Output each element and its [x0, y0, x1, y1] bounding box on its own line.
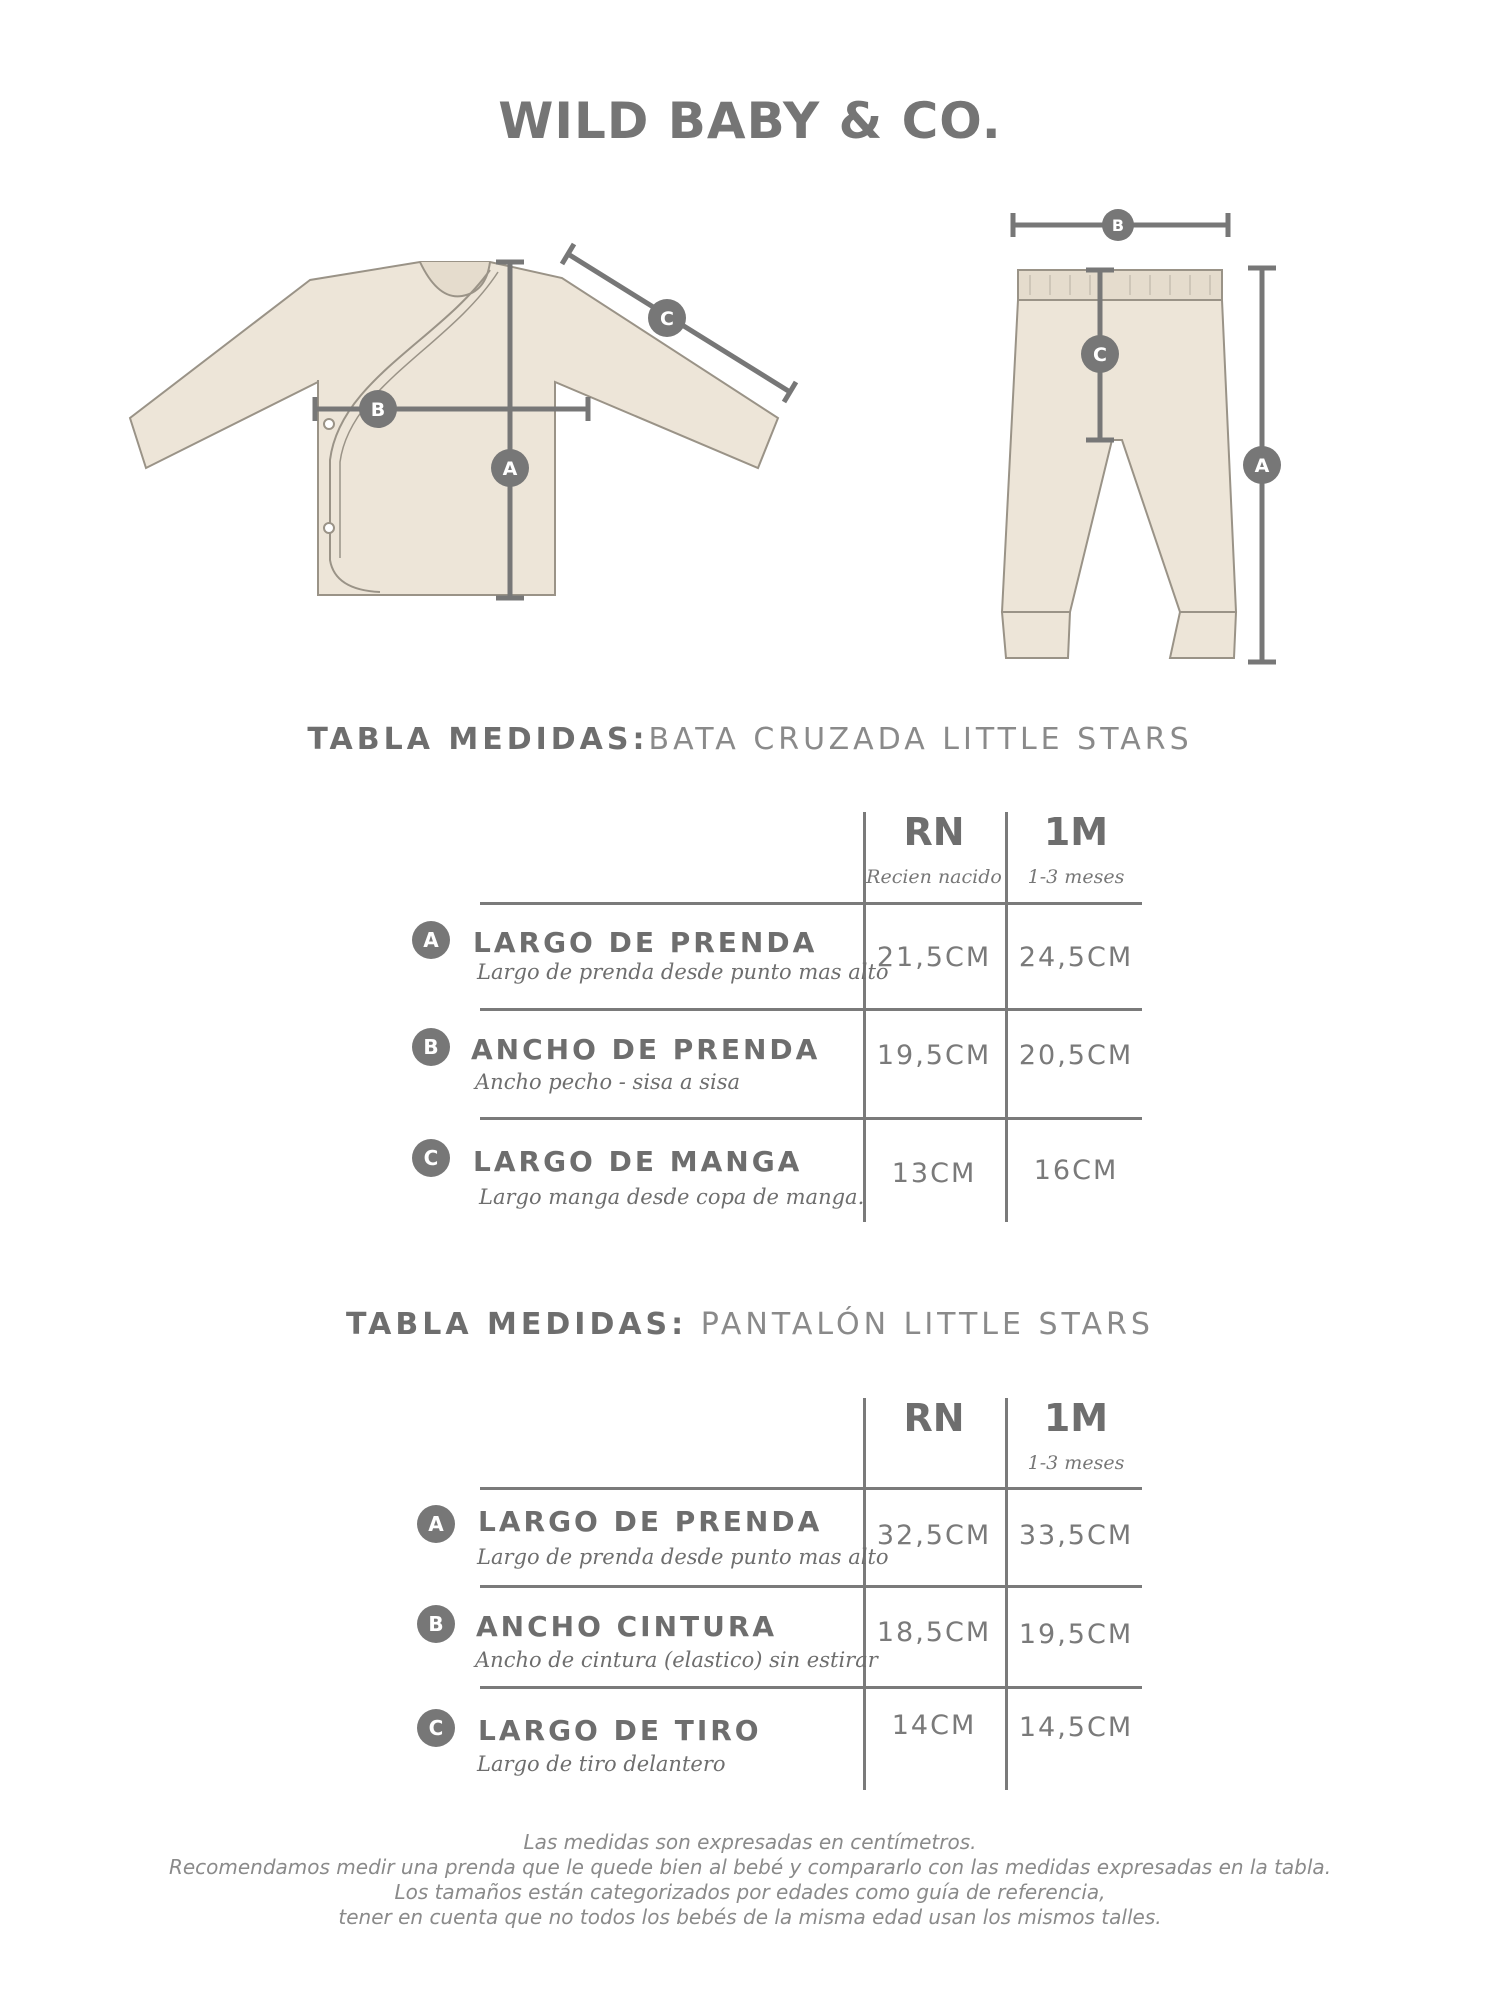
table1-row-b-rn: 19,5CM	[876, 1040, 992, 1071]
pants-letter-c: C	[1093, 344, 1107, 366]
pants-letter-b: B	[1111, 216, 1125, 235]
table2-row-a-desc: Largo de prenda desde punto mas alto	[477, 1545, 889, 1569]
table1-row-c-rn: 13CM	[891, 1158, 977, 1189]
table1-row-a-desc: Largo de prenda desde punto mas alto	[477, 960, 889, 984]
table1-row-a-rn: 21,5CM	[876, 942, 992, 973]
table2-row-a-label: LARGO DE PRENDA	[478, 1505, 823, 1538]
table1-row-b-badge: B	[412, 1028, 450, 1066]
footer-line-1: Las medidas son expresadas en centímetros.	[523, 1830, 977, 1854]
table2-row-a-1m: 33,5CM	[1018, 1520, 1134, 1551]
pants-illustration	[1002, 270, 1236, 658]
table2-row-b-1m: 19,5CM	[1018, 1619, 1134, 1650]
table1-col-1m: 1M	[1043, 810, 1109, 854]
table1-col-rn: RN	[903, 810, 965, 854]
table1-row-a-badge: A	[412, 921, 450, 959]
table2-row-c-badge: C	[417, 1709, 455, 1747]
table1-col-rn-sub: Recien nacido	[866, 866, 1002, 888]
table1-row-b-1m: 20,5CM	[1018, 1040, 1134, 1071]
table2-row-b-rn: 18,5CM	[876, 1617, 992, 1648]
table2-row-b-label: ANCHO CINTURA	[476, 1610, 778, 1643]
table2-row-c-rn: 14CM	[891, 1710, 977, 1741]
table2-row-b-desc: Ancho de cintura (elastico) sin estirar	[475, 1648, 878, 1672]
table1-col-1m-sub: 1-3 meses	[1027, 866, 1125, 888]
table2-title-bold: TABLA MEDIDAS:	[346, 1307, 688, 1342]
table1-row-c-desc: Largo manga desde copa de manga.	[479, 1185, 865, 1209]
pants-letter-a: A	[1254, 455, 1270, 477]
table2-col-rn: RN	[903, 1396, 965, 1440]
table1-title-rest: BATA CRUZADA LITTLE STARS	[648, 722, 1193, 757]
footer-notes	[0, 1830, 1500, 1930]
table2-col-1m-sub: 1-3 meses	[1027, 1452, 1125, 1474]
shirt-letter-b: B	[370, 399, 386, 421]
footer-line-2: Recomendamos medir una prenda que le quede bien al bebé y compararlo con las medidas expresadas en la tabla.	[168, 1855, 1332, 1879]
table1-row-a-1m: 24,5CM	[1018, 942, 1134, 973]
table2-row-c-label: LARGO DE TIRO	[478, 1714, 762, 1747]
table1-row-b-label: ANCHO DE PRENDA	[471, 1033, 821, 1066]
footer-line-4: tener en cuenta que no todos los bebés de la misma edad usan los mismos talles.	[338, 1905, 1162, 1929]
table1-row-c-label: LARGO DE MANGA	[473, 1145, 803, 1178]
shirt-letter-c: C	[660, 308, 674, 330]
table1-row-a-label: LARGO DE PRENDA	[473, 926, 818, 959]
table2-title-rest: PANTALÓN LITTLE STARS	[700, 1307, 1154, 1342]
shirt-letter-a: A	[502, 458, 518, 480]
table2-col-1m: 1M	[1043, 1396, 1109, 1440]
table1-title-bold: TABLA MEDIDAS:	[307, 722, 649, 757]
table2-title	[0, 1307, 1500, 1342]
footer-line-3: Los tamaños están categorizados por edades como guía de referencia,	[394, 1880, 1106, 1904]
table1-row-c-1m: 16CM	[1033, 1155, 1119, 1186]
garment-illustrations	[0, 180, 1500, 680]
table1-title	[0, 722, 1500, 757]
table2-row-b-badge: B	[417, 1605, 455, 1643]
table1-row-c-badge: C	[412, 1139, 450, 1177]
table2-row-a-badge: A	[417, 1505, 455, 1543]
table2-row-a-rn: 32,5CM	[876, 1520, 992, 1551]
table2-row-c-1m: 14,5CM	[1018, 1712, 1134, 1743]
brand-title: WILD BABY & CO.	[498, 92, 1002, 150]
table2-row-c-desc: Largo de tiro delantero	[477, 1752, 726, 1776]
table1-row-b-desc: Ancho pecho - sisa a sisa	[475, 1070, 740, 1094]
